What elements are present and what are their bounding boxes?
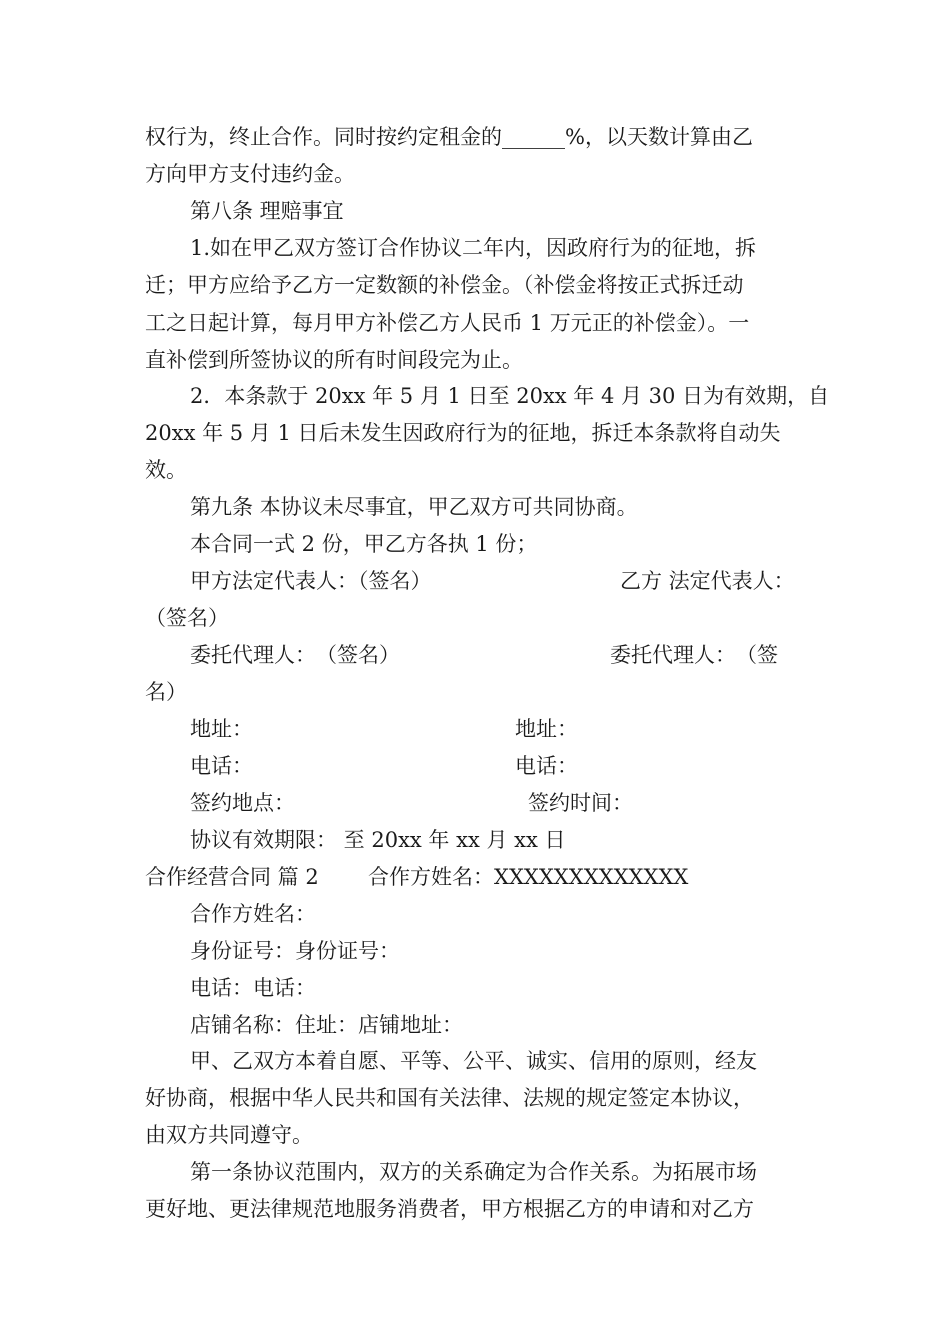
contract2-shop: 店铺名称：住址：店铺地址： [190,1013,463,1037]
address-party-b: 地址： [515,717,578,741]
article8-clause2-line-1: 2．本条款于 20xx 年 5 月 1 日至 20xx 年 4 月 30 日为有效期，自 [190,384,830,408]
party-a-representative: 甲方法定代表人：（签名） [190,569,432,593]
contract2-article1-line-2: 更好地、更法律规范地服务消费者，甲方根据乙方的申请和对乙方 [145,1197,754,1221]
party-b-agent: 委托代理人： （签 [610,643,778,667]
article8-heading: 第八条 理赔事宜 [190,199,344,223]
article7-line-1: 权行为，终止合作。同时按约定租金的______%，以天数计算由乙 [145,125,753,149]
contract2-intro-line-3: 由双方共同遵守。 [145,1123,313,1147]
article8-clause1-line-1: 1.如在甲乙双方签订合作协议二年内，因政府行为的征地，拆 [190,236,757,260]
article8-clause1-line-4: 直补偿到所签协议的所有时间段完为止。 [145,348,523,372]
copies-clause: 本合同一式 2 份，甲乙方各执 1 份； [190,532,538,556]
article8-clause2-line-2: 20xx 年 5 月 1 日后未发生因政府行为的征地，拆迁本条款将自动失 [145,421,781,445]
contract2-partner-name-top: 合作方姓名：XXXXXXXXXXXXX [368,865,689,889]
party-b-representative: 乙方 法定代表人： [620,569,795,593]
contract2-article1-line-1: 第一条协议范围内，双方的关系确定为合作关系。为拓展市场 [190,1160,757,1184]
phone-party-a: 电话： [190,754,253,778]
signing-place: 签约地点： [190,791,295,815]
agreement-validity: 协议有效期限： 至 20xx 年 xx 月 xx 日 [190,828,566,852]
article9: 第九条 本协议未尽事宜，甲乙双方可共同协商。 [190,495,638,519]
contract2-partner-name: 合作方姓名： [190,902,316,926]
address-party-a: 地址： [190,717,253,741]
signing-time: 签约时间： [528,791,633,815]
article8-clause1-line-2: 迁；甲方应给予乙方一定数额的补偿金。（补偿金将按正式拆迁动 [145,273,744,297]
contract2-intro-line-2: 好协商，根据中华人民共和国有关法律、法规的规定签定本协议， [145,1086,754,1110]
contract2-title: 合作经营合同 篇 2 [145,865,319,889]
party-b-agent-signature: 名） [145,680,187,704]
party-b-representative-signature: （签名） [145,606,229,630]
article8-clause1-line-3: 工之日起计算，每月甲方补偿乙方人民币 1 万元正的补偿金）。一 [145,311,750,335]
phone-party-b: 电话： [515,754,578,778]
article7-line-2: 方向甲方支付违约金。 [145,162,355,186]
contract2-intro-line-1: 甲、乙双方本着自愿、平等、公平、诚实、信用的原则，经友 [190,1049,757,1073]
party-a-agent: 委托代理人： （签名） [190,643,400,667]
article8-clause2-line-3: 效。 [145,458,187,482]
contract2-id-number: 身份证号：身份证号： [190,939,400,963]
contract2-phone: 电话：电话： [190,976,316,1000]
